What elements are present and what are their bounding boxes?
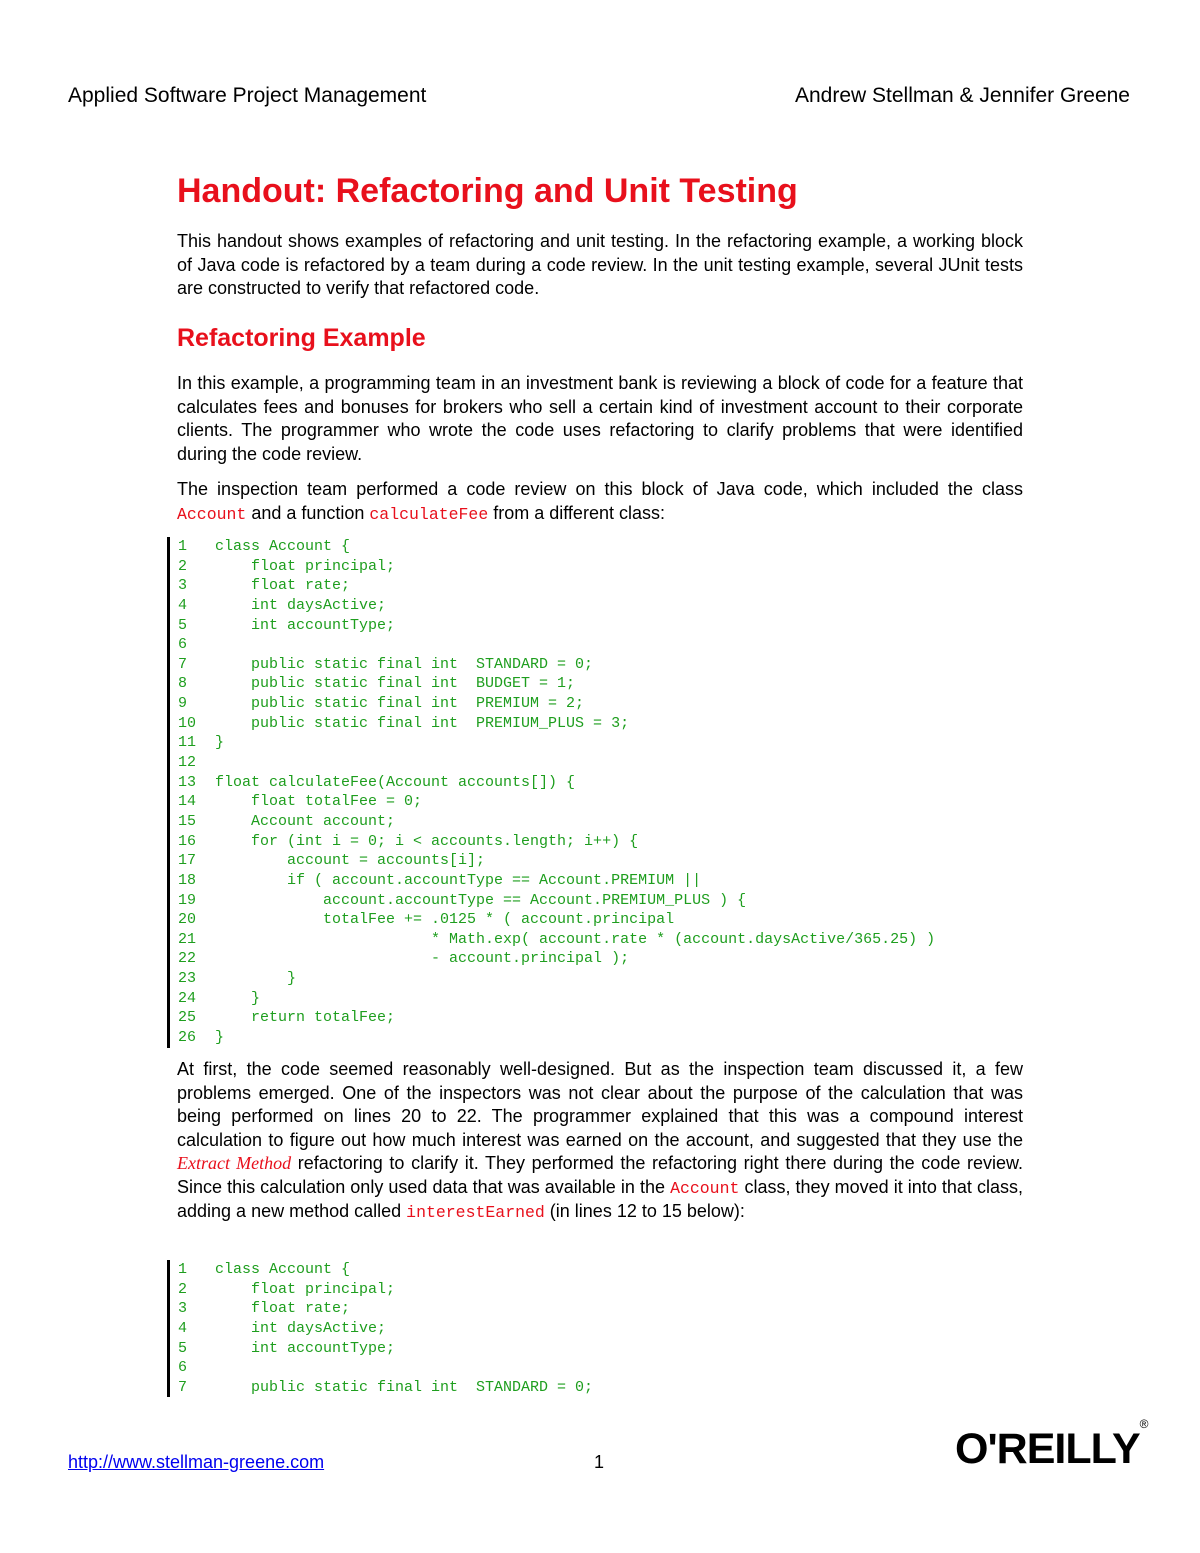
line-number: 3 <box>178 1300 188 1318</box>
code-block-1 <box>167 537 935 1048</box>
code-text: int daysActive; <box>215 596 387 614</box>
code-line <box>178 891 935 911</box>
code-text: if ( account.accountType == Account.PREMIUM || <box>215 871 702 889</box>
text-run: from a different class: <box>488 502 665 523</box>
code-text: class Account { <box>215 1261 351 1278</box>
code-line <box>178 576 935 596</box>
line-number: 8 <box>178 675 188 693</box>
code-line <box>178 616 935 636</box>
code-line <box>178 1319 593 1339</box>
code-line <box>178 832 935 852</box>
line-number: 3 <box>178 577 188 595</box>
code-line <box>178 851 935 871</box>
line-number: 26 <box>178 1029 197 1047</box>
code-text: return totalFee; <box>215 1009 396 1027</box>
website-link[interactable]: http://www.stellman-greene.com <box>68 1452 325 1472</box>
code-line <box>178 871 935 891</box>
line-number: 15 <box>178 812 197 830</box>
code-line <box>178 537 935 557</box>
line-number: 7 <box>178 655 188 673</box>
paragraph-2 <box>177 478 1023 526</box>
line-number: 24 <box>178 989 197 1007</box>
code-line <box>178 557 935 577</box>
line-number: 9 <box>178 695 188 713</box>
code-line <box>178 949 935 969</box>
line-number: 6 <box>178 1359 188 1377</box>
code-text: totalFee += .0125 * ( account.principal <box>215 911 675 929</box>
code-text: float rate; <box>215 1300 351 1318</box>
code-text: float principal; <box>215 1280 396 1298</box>
text-run: class, they moved it into that class, adding a new method called <box>177 1176 1023 1221</box>
line-number: 22 <box>178 950 197 968</box>
paragraph-1: In this example, a programming team in an investment bank is reviewing a block of code for a feature that calculates fees and bonuses for brokers who sell a certain kind of investment account to their corporate clients. The programmer who wrote the code uses refactoring to clarify problems that were identified during the code review. <box>177 373 1023 464</box>
code-text: public static final int STANDARD = 0; <box>215 1378 594 1396</box>
code-line <box>178 969 935 989</box>
text-run: and a function <box>246 502 370 523</box>
code-line <box>178 1378 593 1398</box>
line-number: 5 <box>178 1339 188 1357</box>
code-text: float totalFee = 0; <box>215 793 423 811</box>
code-text: } <box>215 989 261 1007</box>
line-number: 25 <box>178 1009 197 1027</box>
line-number: 20 <box>178 911 197 929</box>
code-line <box>178 1339 593 1359</box>
logo-text: O'REILLY <box>955 1425 1140 1473</box>
code-text: int accountType; <box>215 1339 396 1357</box>
code-line <box>178 930 935 950</box>
line-number: 14 <box>178 793 197 811</box>
line-number: 10 <box>178 714 197 732</box>
code-text: public static final int BUDGET = 1; <box>215 675 576 693</box>
page-number: 1 <box>594 1452 605 1472</box>
code-text: } <box>215 1029 225 1047</box>
code-line <box>178 674 935 694</box>
registered-mark: ® <box>1139 1416 1149 1431</box>
inline-code-interestearned: interestEarned <box>406 1203 545 1222</box>
line-number: 18 <box>178 871 197 889</box>
code-line <box>178 694 935 714</box>
code-line <box>178 1358 593 1378</box>
code-line <box>178 596 935 616</box>
code-text: } <box>215 734 225 752</box>
code-line <box>178 655 935 675</box>
intro-paragraph: This handout shows examples of refactoring and unit testing. In the refactoring example, a working block of Java code is refactored by a team during a code review. In the unit testing example, several JUnit tests are constructed to verify that refactored code. <box>177 231 1023 298</box>
line-number: 2 <box>178 557 188 575</box>
line-number: 17 <box>178 852 197 870</box>
code-line <box>178 1299 593 1319</box>
code-line <box>178 1028 935 1048</box>
text-run: (in lines 12 to 15 below): <box>544 1201 745 1221</box>
code-text: public static final int PREMIUM = 2; <box>215 695 585 713</box>
line-number: 5 <box>178 616 188 634</box>
code-block-2 <box>167 1260 593 1397</box>
text-run: At first, the code seemed reasonably well-designed. But as the inspection team discussed it, a few problems emerged. One of the inspectors was not clear about the purpose of the calculation that was being performed on lines 20 to 22. The programmer explained that this was a compound interest calculation to figure out how much interest was earned on the account, and suggested that they use the <box>177 1059 1023 1150</box>
text-run: refactoring to clarify it. They performed the refactoring right there during the code review. Since this calculation only used data that was available in the <box>177 1153 1023 1197</box>
code-text: for (int i = 0; i < accounts.length; i++) { <box>215 832 639 850</box>
code-line <box>178 773 935 793</box>
text-run: The inspection team performed a code review on this block of Java code, which included the class <box>177 479 1023 499</box>
line-number: 16 <box>178 832 197 850</box>
code-text: int accountType; <box>215 616 396 634</box>
line-number: 7 <box>178 1378 188 1396</box>
code-line <box>178 910 935 930</box>
section-title: Refactoring Example <box>177 324 426 352</box>
code-text: float calculateFee(Account accounts[]) { <box>215 773 576 791</box>
line-number: 11 <box>178 734 197 752</box>
code-line <box>178 753 935 773</box>
code-line <box>178 733 935 753</box>
line-number: 1 <box>178 538 188 555</box>
code-text: public static final int STANDARD = 0; <box>215 655 594 673</box>
line-number: 21 <box>178 930 197 948</box>
line-number: 19 <box>178 891 197 909</box>
code-text: account.accountType == Account.PREMIUM_PLUS ) { <box>215 891 747 909</box>
code-text: } <box>215 970 297 988</box>
code-text: Account account; <box>215 812 396 830</box>
line-number: 6 <box>178 636 188 654</box>
code-text: - account.principal ); <box>215 950 630 968</box>
authors: Andrew Stellman & Jennifer Greene <box>794 84 1130 107</box>
inline-code-account: Account <box>177 504 247 524</box>
line-number: 4 <box>178 1319 188 1337</box>
code-line <box>178 714 935 734</box>
code-line <box>178 812 935 832</box>
handout-title: Handout: Refactoring and Unit Testing <box>177 172 798 210</box>
code-text: int daysActive; <box>215 1319 387 1337</box>
paragraph-3 <box>177 1058 1023 1225</box>
line-number: 1 <box>178 1261 188 1278</box>
code-text: * Math.exp( account.rate * (account.daysActive/365.25) ) <box>215 930 936 948</box>
extract-method-term: Extract Method <box>177 1153 292 1173</box>
code-line <box>178 1280 593 1300</box>
code-text: account = accounts[i]; <box>215 852 486 870</box>
code-line <box>178 989 935 1009</box>
code-line <box>178 792 935 812</box>
page-header <box>68 84 1130 114</box>
code-text: class Account { <box>215 538 351 555</box>
line-number: 12 <box>178 754 197 772</box>
inline-code-account: Account <box>670 1178 740 1198</box>
inline-code-calculatefee: calculateFee <box>369 504 489 524</box>
line-number: 23 <box>178 970 197 988</box>
code-text: float principal; <box>215 557 396 575</box>
line-number: 13 <box>178 773 197 791</box>
code-text: public static final int PREMIUM_PLUS = 3; <box>215 714 630 732</box>
code-line <box>178 1008 935 1028</box>
code-line <box>178 635 935 655</box>
book-title: Applied Software Project Management <box>68 84 427 107</box>
oreilly-logo <box>955 1416 1149 1474</box>
line-number: 4 <box>178 596 188 614</box>
code-text: float rate; <box>215 577 351 595</box>
code-line <box>178 1260 593 1280</box>
line-number: 2 <box>178 1280 188 1298</box>
